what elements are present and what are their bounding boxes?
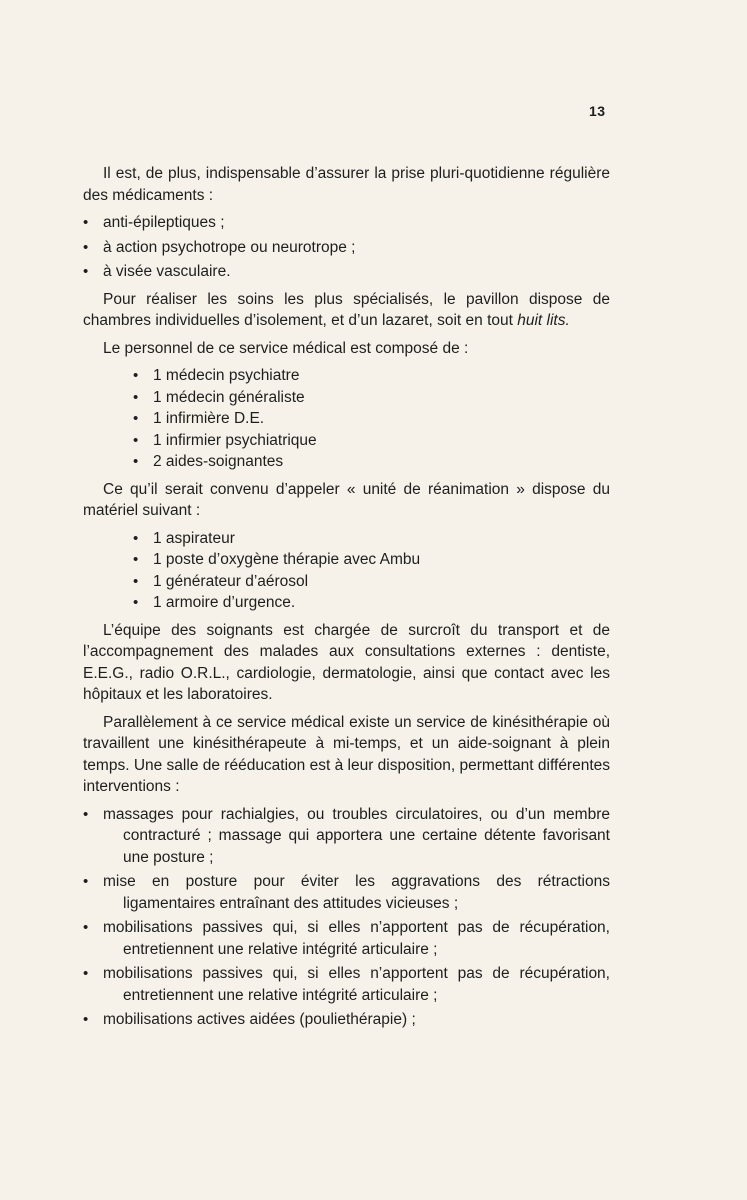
list-item: • 2 aides-soignantes — [133, 451, 610, 473]
paragraph-equipment: Ce qu’il serait convenu d’appeler « unité de réanimation » dispose du matériel suivant : — [83, 480, 610, 519]
list-item: • mise en posture pour éviter les aggravations des rétractions ligamentaires entraînant des attitudes vicieuses ; — [83, 871, 610, 914]
staff-list — [133, 365, 610, 473]
list-item: • 1 aspirateur — [133, 528, 610, 550]
list-item: • massages pour rachialgies, ou troubles circulatoires, ou d’un membre contracturé ; massage qui apportera une certaine détente favorisant une posture ; — [83, 804, 610, 869]
list-item: • 1 armoire d’urgence. — [133, 592, 610, 614]
paragraph-medications: Il est, de plus, indispensable d’assurer la prise pluri-quotidienne régulière des médicaments : — [83, 165, 610, 204]
list-item: • anti-épileptiques ; — [83, 212, 610, 234]
list-item: • 1 infirmier psychiatrique — [133, 430, 610, 452]
list-item: • mobilisations actives aidées (pouliethérapie) ; — [83, 1009, 610, 1031]
list-item: • 1 médecin généraliste — [133, 387, 610, 409]
list-item: • 1 médecin psychiatre — [133, 365, 610, 387]
paragraph-rooms-text: Pour réaliser les soins les plus spécialisés, le pavillon dispose de chambres individuelles d’isolement, et d’un lazaret, soit en tout — [83, 290, 610, 329]
medication-list — [83, 212, 610, 283]
list-item: • à visée vasculaire. — [83, 261, 610, 283]
page-number: 13 — [589, 103, 606, 119]
list-item: • mobilisations passives qui, si elles n’apportent pas de récupération, entretiennent une relative intégrité articulaire ; — [83, 917, 610, 960]
list-item: • à action psychotrope ou neurotrope ; — [83, 237, 610, 259]
list-item: • 1 générateur d’aérosol — [133, 571, 610, 593]
paragraph-physiotherapy: Parallèlement à ce service médical existe un service de kinésithérapie où travaillent une kinésithérapeute à mi-temps, et un aide-soignant à plein temps. Une salle de rééducation est à leur disposition, permettant différentes interventions : — [83, 713, 611, 795]
list-item: • mobilisations passives qui, si elles n’apportent pas de récupération, entretiennent une relative intégrité articulaire ; — [83, 963, 610, 1006]
list-item: • 1 poste d’oxygène thérapie avec Ambu — [133, 549, 610, 571]
body-text — [83, 163, 610, 1037]
paragraph-rooms — [83, 289, 610, 332]
paragraph-transport: L’équipe des soignants est chargée de surcroît du transport et de l’accompagnement des malades aux consultations externes : dentiste, E.E.G., radio O.R.L., cardiologie, dermatologie, ainsi que contact avec les hôpitaux et les laboratoires. — [83, 621, 610, 703]
list-item: • 1 infirmière D.E. — [133, 408, 610, 430]
interventions-list — [83, 804, 610, 1031]
paragraph-staff: Le personnel de ce service médical est composé de : — [103, 339, 469, 357]
equipment-list — [133, 528, 610, 614]
paragraph-rooms-emphasis: huit lits. — [517, 312, 570, 329]
